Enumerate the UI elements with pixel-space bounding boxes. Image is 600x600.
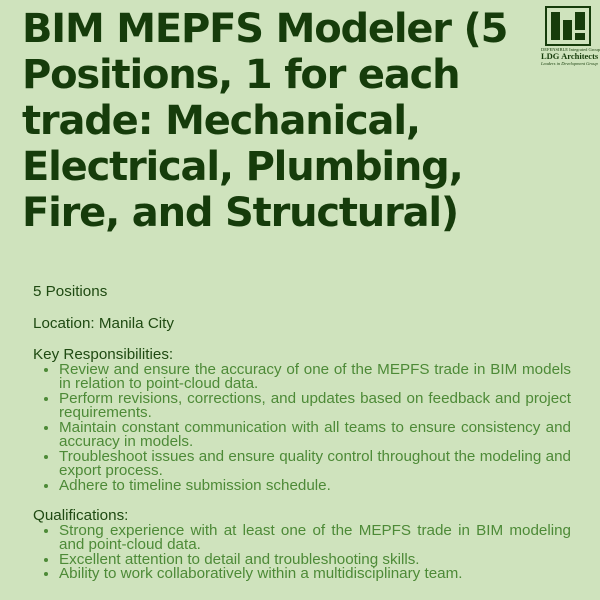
company-logo — [541, 6, 600, 66]
qualifications-list — [33, 521, 571, 582]
list-item: • Ability to work collaboratively within a multidisciplinary team. — [59, 567, 571, 582]
responsibilities-heading: Key Responsibilities: — [33, 346, 174, 363]
responsibilities-list — [33, 360, 571, 494]
positions-count: 5 Positions — [33, 283, 108, 300]
list-item: • Perform revisions, corrections, and updates based on feedback and project requirements. — [59, 392, 571, 421]
job-details — [33, 285, 571, 582]
list-item: • Troubleshoot issues and ensure quality control throughout the modeling and export process. — [59, 450, 571, 479]
location: Location: Manila City — [33, 314, 174, 332]
logo-company-name: LDG Architects — [541, 51, 599, 61]
list-item: • Maintain constant communication with all teams to ensure consistency and accuracy in models. — [59, 421, 571, 450]
qualifications-heading: Qualifications: — [33, 507, 129, 524]
logo-line-1: DEFENSIBLE Integrated Group — [541, 47, 600, 52]
job-title: BIM MEPFS Modeler (5 Positions, 1 for each trade: Mechanical, Electrical, Plumbing, Fire, and Structural) — [22, 6, 508, 236]
list-item: • Excellent attention to detail and troubleshooting skills. — [59, 553, 571, 568]
list-item: • Strong experience with at least one of the MEPFS trade in BIM modeling and point-cloud data. — [59, 524, 571, 553]
logo-tagline: Leaders in Development Group — [541, 61, 598, 66]
list-item: • Adhere to timeline submission schedule. — [59, 479, 571, 494]
list-item: • Review and ensure the accuracy of one of the MEPFS trade in BIM models in relation to point-cloud data. — [59, 363, 571, 392]
ldg-building-logo-icon — [545, 6, 591, 46]
